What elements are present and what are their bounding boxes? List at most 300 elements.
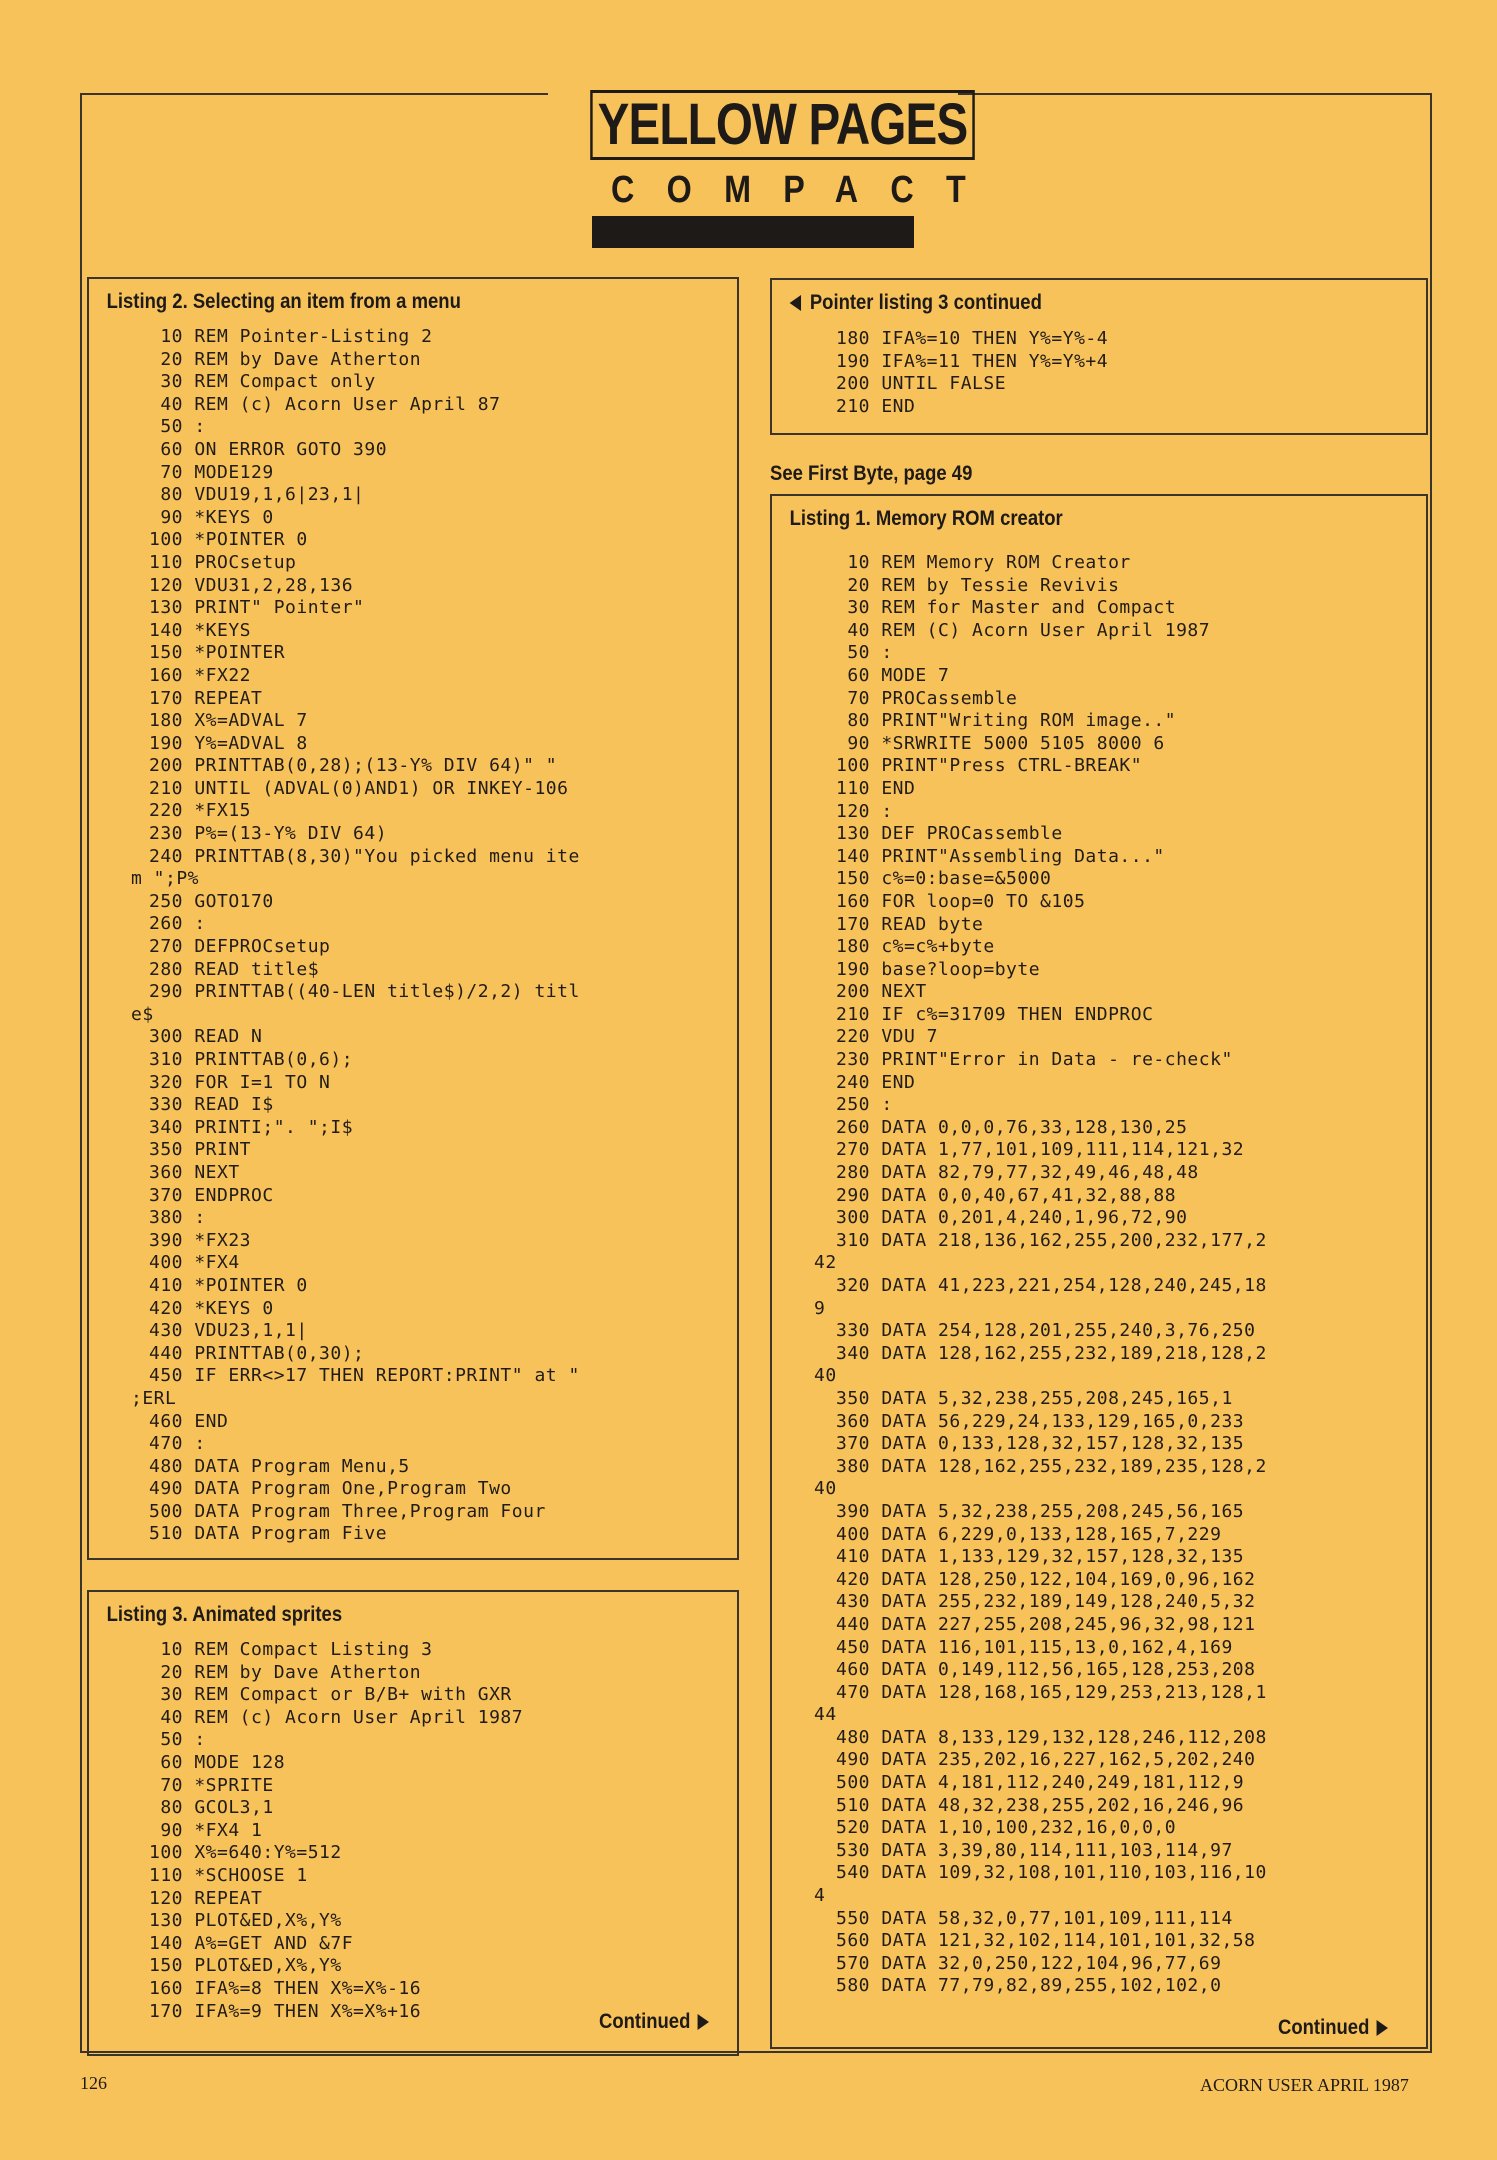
code-line [105, 529, 580, 552]
line-number: 230 [148, 823, 183, 845]
arrow-right-icon [1376, 2020, 1387, 2036]
line-number: 140 [835, 845, 870, 867]
code-line [788, 1953, 1267, 1976]
line-code: FOR loop=0 TO &105 [870, 890, 1086, 912]
code-line [788, 1365, 1267, 1388]
line-code: DATA Program Five [183, 1523, 388, 1545]
code-line [105, 1298, 580, 1321]
line-code: IF ERR<>17 THEN REPORT:PRINT" at " [183, 1365, 580, 1387]
code-line [105, 371, 580, 394]
line-code: GOTO170 [183, 890, 274, 912]
line-number: 520 [835, 1817, 870, 1839]
line-code: A%=GET AND &7F [183, 1932, 354, 1954]
line-number: 350 [148, 1139, 183, 1161]
line-code: *SCHOOSE 1 [183, 1864, 308, 1886]
line-number: 10 [847, 552, 870, 573]
line-number: 270 [835, 1139, 870, 1161]
code-line [788, 868, 1267, 891]
listing3-continued [599, 2010, 709, 2034]
code-line [105, 1865, 523, 1888]
code-line [788, 1840, 1267, 1863]
code-line [788, 823, 1267, 846]
line-number: 570 [835, 1952, 870, 1974]
code-line [105, 484, 580, 507]
code-line [105, 1910, 523, 1933]
line-code: *KEYS [183, 619, 252, 641]
line-code: DATA 235,202,16,227,162,5,202,240 [870, 1749, 1256, 1771]
line-number: 450 [835, 1636, 870, 1658]
line-number: 370 [148, 1184, 183, 1206]
line-code: DATA Program Three,Program Four [183, 1500, 546, 1522]
line-number: 70 [847, 687, 870, 709]
line-number: 450 [148, 1365, 183, 1387]
line-number: 220 [835, 1026, 870, 1048]
line-number: 50 [160, 416, 183, 438]
line-number: 310 [835, 1229, 870, 1251]
line-code: FOR I=1 TO N [183, 1071, 331, 1093]
code-line [105, 1094, 580, 1117]
line-code: IFA%=10 THEN Y%=Y%-4 [870, 328, 1109, 349]
line-number: 190 [148, 732, 183, 754]
line-number: 190 [835, 350, 870, 372]
line-code: UNTIL FALSE [870, 373, 1007, 395]
masthead-title: YELLOW PAGES [590, 90, 975, 160]
listing3-continued-label: Continued [599, 2010, 691, 2033]
line-code: ON ERROR GOTO 390 [183, 438, 388, 460]
line-code: NEXT [183, 1161, 240, 1183]
line-code: REM Compact only [183, 371, 376, 393]
line-number: 170 [835, 913, 870, 935]
line-number: 320 [148, 1071, 183, 1093]
line-number: 490 [835, 1749, 870, 1771]
line-number: 400 [835, 1523, 870, 1545]
line-code: PRINTTAB(0,30); [183, 1342, 365, 1364]
line-number: 80 [160, 1797, 183, 1819]
line-code: *SPRITE [183, 1774, 274, 1796]
line-code: IFA%=9 THEN X%=X%+16 [183, 2000, 422, 2022]
line-code: : [870, 642, 893, 664]
line-number: 540 [835, 1862, 870, 1884]
masthead-subtitle: COMPACT [611, 169, 999, 211]
line-number: 210 [835, 395, 870, 417]
line-number: 380 [835, 1455, 870, 1477]
line-code: VDU31,2,28,136 [183, 574, 354, 596]
code-line [105, 1230, 580, 1253]
line-code: : [183, 913, 206, 935]
line-code: REM (c) Acorn User April 87 [183, 393, 501, 415]
line-number: 220 [148, 800, 183, 822]
line-number: 580 [835, 1975, 870, 1997]
line-code: REM for Master and Compact [870, 597, 1177, 619]
code-line [788, 597, 1267, 620]
listing3-code [105, 1639, 523, 2023]
line-number: 30 [160, 1684, 183, 1706]
line-code: *POINTER 0 [183, 529, 308, 551]
code-line [105, 1888, 523, 1911]
line-code: DATA 6,229,0,133,128,165,7,229 [870, 1523, 1222, 1545]
line-number: 410 [835, 1546, 870, 1568]
line-number: 190 [835, 958, 870, 980]
code-line [105, 1639, 523, 1662]
line-number: 360 [148, 1161, 183, 1183]
listing2-code [105, 326, 580, 1546]
code-line [788, 328, 1108, 351]
code-line [105, 462, 580, 485]
line-number: 140 [148, 619, 183, 641]
line-number: 210 [835, 1003, 870, 1025]
line-number: 300 [835, 1207, 870, 1229]
line-number: 470 [835, 1681, 870, 1703]
code-line [105, 800, 580, 823]
line-code: DATA 56,229,24,133,129,165,0,233 [870, 1410, 1245, 1432]
line-code: e$ [131, 1003, 154, 1025]
line-code: *SRWRITE 5000 5105 8000 6 [870, 732, 1165, 754]
code-line [788, 665, 1267, 688]
code-line [788, 1433, 1267, 1456]
code-line [788, 1478, 1267, 1501]
line-number: 50 [847, 642, 870, 664]
line-code: DATA 128,250,122,104,169,0,96,162 [870, 1568, 1256, 1590]
code-line [105, 913, 580, 936]
line-number: 340 [148, 1116, 183, 1138]
code-line [105, 394, 580, 417]
listing2-heading: Listing 2. Selecting an item from a menu [106, 290, 461, 313]
code-line [788, 914, 1267, 937]
line-code: DATA 0,201,4,240,1,96,72,90 [870, 1207, 1188, 1229]
code-line [105, 936, 580, 959]
line-number: 290 [835, 1184, 870, 1206]
line-code: 40 [814, 1478, 837, 1500]
line-code: PRINTI;". ";I$ [183, 1116, 354, 1138]
code-line [105, 1933, 523, 1956]
line-code: PRINTTAB(0,28);(13-Y% DIV 64)" " [183, 755, 558, 777]
line-number: 500 [148, 1500, 183, 1522]
code-line [105, 507, 580, 530]
code-line [788, 1162, 1267, 1185]
code-line [105, 755, 580, 778]
code-line [788, 1637, 1267, 1660]
line-code: *FX4 1 [183, 1819, 263, 1841]
line-number: 330 [835, 1320, 870, 1342]
line-number: 490 [148, 1478, 183, 1500]
line-number: 460 [835, 1659, 870, 1681]
line-code: : [183, 1729, 206, 1751]
line-code: *FX23 [183, 1229, 252, 1251]
line-code: REM Compact Listing 3 [183, 1639, 433, 1660]
line-number: 150 [835, 868, 870, 890]
code-line [788, 1185, 1267, 1208]
line-number: 90 [160, 1819, 183, 1841]
line-code: *FX4 [183, 1252, 240, 1274]
line-number: 400 [148, 1252, 183, 1274]
line-number: 390 [148, 1229, 183, 1251]
line-number: 170 [148, 687, 183, 709]
code-line [105, 439, 580, 462]
code-line [788, 1275, 1267, 1298]
line-number: 10 [160, 1639, 183, 1660]
line-number: 80 [160, 484, 183, 506]
code-line [788, 755, 1267, 778]
line-number: 180 [148, 710, 183, 732]
pointer3-heading: Pointer listing 3 continued [809, 291, 1042, 314]
code-line [788, 846, 1267, 869]
code-line [788, 1004, 1267, 1027]
line-number: 120 [835, 800, 870, 822]
code-line [105, 1343, 580, 1366]
line-code: DATA 128,168,165,129,253,213,128,1 [870, 1681, 1267, 1703]
line-number: 440 [835, 1613, 870, 1635]
line-number: 20 [160, 1661, 183, 1683]
code-line [788, 1501, 1267, 1524]
line-number: 10 [160, 326, 183, 347]
code-line [788, 778, 1267, 801]
line-code: DATA 0,133,128,32,157,128,32,135 [870, 1433, 1245, 1455]
line-code: END [183, 1410, 229, 1432]
code-line [105, 1684, 523, 1707]
line-number: 60 [160, 1751, 183, 1773]
line-number: 60 [160, 438, 183, 460]
code-line [788, 801, 1267, 824]
line-code: READ byte [870, 913, 984, 935]
code-line [105, 2001, 523, 2024]
code-line [105, 326, 580, 349]
code-line [105, 552, 580, 575]
line-number: 310 [148, 1049, 183, 1070]
line-code: IF c%=31709 THEN ENDPROC [870, 1003, 1154, 1025]
line-code: Y%=ADVAL 8 [183, 732, 308, 754]
code-line [788, 1795, 1267, 1818]
code-line [105, 733, 580, 756]
line-code: *KEYS 0 [183, 1297, 274, 1319]
line-code: *POINTER [183, 642, 286, 664]
line-code: 4 [814, 1885, 826, 1907]
line-code: PLOT&ED,X%,Y% [183, 1955, 342, 1977]
code-line [105, 1955, 523, 1978]
line-code: REPEAT [183, 1887, 263, 1909]
line-code: UNTIL (ADVAL(0)AND1) OR INKEY-106 [183, 777, 569, 799]
line-code: VDU23,1,1| [183, 1320, 308, 1342]
listing1-continued-label: Continued [1278, 2016, 1370, 2039]
code-line [105, 1004, 580, 1027]
line-code: DATA 41,223,221,254,128,240,245,18 [870, 1275, 1267, 1296]
code-line [105, 1252, 580, 1275]
line-number: 20 [160, 348, 183, 370]
code-line [788, 396, 1108, 419]
code-line [105, 868, 580, 891]
line-code: X%=ADVAL 7 [183, 710, 308, 732]
code-line [788, 1072, 1267, 1095]
line-number: 200 [835, 373, 870, 395]
line-number: 280 [148, 958, 183, 980]
line-number: 430 [148, 1320, 183, 1342]
line-number: 240 [148, 845, 183, 867]
line-code: IFA%=8 THEN X%=X%-16 [183, 1977, 422, 1999]
line-number: 250 [835, 1094, 870, 1116]
code-line [105, 1207, 580, 1230]
line-number: 420 [148, 1297, 183, 1319]
code-line [788, 1591, 1267, 1614]
code-line [105, 1662, 523, 1685]
code-line [788, 642, 1267, 665]
code-line [788, 1682, 1267, 1705]
code-line [105, 1026, 580, 1049]
line-code: REM Compact or B/B+ with GXR [183, 1684, 512, 1706]
line-number: 370 [835, 1433, 870, 1455]
line-number: 200 [835, 981, 870, 1003]
listing1-continued [1278, 2016, 1388, 2040]
line-number: 210 [148, 777, 183, 799]
line-code: REM (c) Acorn User April 1987 [183, 1706, 524, 1728]
code-line [788, 1388, 1267, 1411]
line-number: 550 [835, 1907, 870, 1929]
line-number: 110 [835, 777, 870, 799]
code-line [105, 778, 580, 801]
line-code: PRINTTAB((40-LEN title$)/2,2) titl [183, 981, 580, 1003]
line-code: PROCsetup [183, 551, 297, 573]
line-number: 160 [148, 1977, 183, 1999]
code-line [788, 1930, 1267, 1953]
line-code: *FX15 [183, 800, 252, 822]
line-number: 40 [847, 619, 870, 641]
code-line [105, 620, 580, 643]
see-first-byte-note: See First Byte, page 49 [770, 462, 973, 485]
line-code: X%=640:Y%=512 [183, 1842, 342, 1864]
line-number: 160 [148, 664, 183, 686]
code-line [105, 349, 580, 372]
pointer3-header [772, 280, 1348, 316]
code-line [105, 1729, 523, 1752]
code-line [788, 575, 1267, 598]
line-code: REM by Dave Atherton [183, 348, 422, 370]
code-line [105, 416, 580, 439]
line-code: REM (C) Acorn User April 1987 [870, 619, 1211, 641]
line-code: : [183, 1207, 206, 1229]
line-code: DATA 0,0,0,76,33,128,130,25 [870, 1116, 1188, 1138]
code-line [105, 1820, 523, 1843]
line-number: 130 [835, 823, 870, 845]
line-code: ;ERL [131, 1387, 177, 1409]
line-code: *POINTER 0 [183, 1274, 308, 1296]
line-code: base?loop=byte [870, 958, 1041, 980]
code-line [788, 1049, 1267, 1072]
line-code: NEXT [870, 981, 927, 1003]
line-code: DATA 48,32,238,255,202,16,246,96 [870, 1794, 1245, 1816]
line-code: IFA%=11 THEN Y%=Y%+4 [870, 350, 1109, 372]
code-line [788, 1117, 1267, 1140]
code-line [788, 1026, 1267, 1049]
line-code: : [183, 1433, 206, 1455]
code-line [788, 1546, 1267, 1569]
line-number: 20 [847, 574, 870, 596]
code-line [788, 1908, 1267, 1931]
code-line [105, 1049, 580, 1072]
code-line [105, 1320, 580, 1343]
code-line [105, 1433, 580, 1456]
code-line [788, 373, 1108, 396]
code-line [788, 1207, 1267, 1230]
line-code: ENDPROC [183, 1184, 274, 1206]
line-code: DATA 77,79,82,89,255,102,102,0 [870, 1975, 1222, 1997]
line-code: 9 [814, 1297, 826, 1319]
code-line [105, 1185, 580, 1208]
line-code: DEF PROCassemble [870, 823, 1063, 845]
line-code: DATA 128,162,255,232,189,218,128,2 [870, 1342, 1267, 1364]
code-line [788, 1659, 1267, 1682]
line-number: 420 [835, 1568, 870, 1590]
line-code: DATA 0,149,112,56,165,128,253,208 [870, 1659, 1256, 1681]
line-number: 480 [835, 1726, 870, 1748]
line-number: 560 [835, 1930, 870, 1952]
line-number: 530 [835, 1839, 870, 1861]
line-code: DATA 255,232,189,149,128,240,5,32 [870, 1591, 1256, 1613]
line-code: PRINT"Writing ROM image.." [870, 710, 1177, 732]
code-line [105, 1523, 580, 1546]
code-line [105, 642, 580, 665]
line-code: REM Memory ROM Creator [870, 552, 1131, 573]
line-number: 100 [148, 529, 183, 551]
code-line [105, 1139, 580, 1162]
line-code: c%=0:base=&5000 [870, 868, 1052, 890]
code-line [105, 710, 580, 733]
code-line [105, 1752, 523, 1775]
code-line [105, 1117, 580, 1140]
line-code: DATA 121,32,102,114,101,101,32,58 [870, 1930, 1256, 1952]
listing1-heading: Listing 1. Memory ROM creator [789, 507, 1063, 530]
line-number: 90 [847, 732, 870, 754]
line-number: 300 [148, 1026, 183, 1048]
line-number: 380 [148, 1207, 183, 1229]
code-line [105, 575, 580, 598]
line-code: VDU19,1,6|23,1| [183, 484, 365, 506]
line-code: REM by Tessie Revivis [870, 574, 1120, 596]
line-number: 270 [148, 936, 183, 958]
line-number: 160 [835, 890, 870, 912]
code-line [105, 959, 580, 982]
line-code: REM by Dave Atherton [183, 1661, 422, 1683]
code-line [105, 891, 580, 914]
code-line [105, 1275, 580, 1298]
code-line [788, 1862, 1267, 1885]
code-line [788, 1320, 1267, 1343]
line-code: DATA 82,79,77,32,49,46,48,48 [870, 1162, 1199, 1184]
code-line [788, 1749, 1267, 1772]
line-code: c%=c%+byte [870, 936, 995, 958]
code-line [788, 1524, 1267, 1547]
line-code: PRINT"Press CTRL-BREAK" [870, 755, 1143, 777]
code-line [105, 1388, 580, 1411]
line-number: 230 [835, 1049, 870, 1071]
line-code: : [870, 800, 893, 822]
code-line [788, 1343, 1267, 1366]
page-number: 126 [80, 2073, 107, 2093]
line-number: 30 [847, 597, 870, 619]
line-code: GCOL3,1 [183, 1797, 274, 1819]
code-line [105, 1478, 580, 1501]
listing3-heading: Listing 3. Animated sprites [106, 1603, 343, 1626]
line-number: 110 [148, 1864, 183, 1886]
line-number: 510 [148, 1523, 183, 1545]
line-number: 30 [160, 371, 183, 393]
line-number: 390 [835, 1500, 870, 1522]
line-number: 40 [160, 1706, 183, 1728]
line-code: DATA 254,128,201,255,240,3,76,250 [870, 1320, 1256, 1342]
line-number: 470 [148, 1433, 183, 1455]
code-line [105, 1978, 523, 2001]
listing2-box [87, 277, 739, 1560]
line-code: PRINT"Assembling Data..." [870, 845, 1165, 867]
line-code: DATA Program One,Program Two [183, 1478, 512, 1500]
line-code: VDU 7 [870, 1026, 939, 1048]
